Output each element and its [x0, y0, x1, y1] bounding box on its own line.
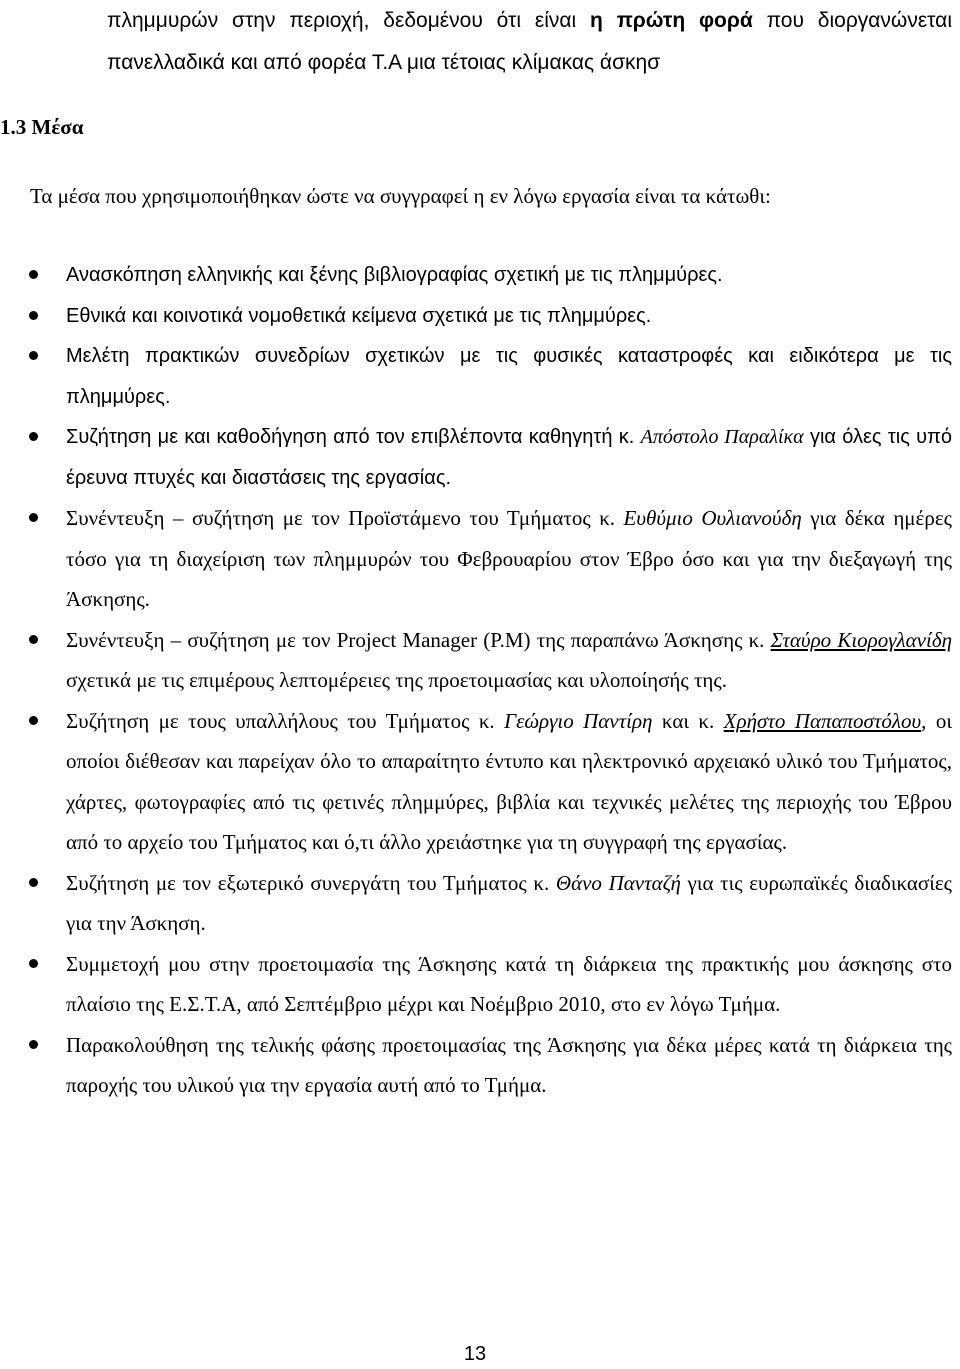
person-name: Θάνο Πανταζή: [555, 870, 681, 895]
list-item-text: Συζήτηση με τον εξωτερικό συνεργάτη του Τμήματος κ.: [66, 870, 556, 895]
bullet-icon: [29, 432, 38, 441]
list-item-text: Συζήτηση με τους υπαλλήλους του Τμήματος κ.: [66, 708, 505, 733]
list-item-text: Συνέντευξη – συζήτηση με τον Project Manager (P.M) της παραπάνω Άσκησης κ.: [66, 627, 771, 652]
list-item-text: Συζήτηση με και καθοδήγηση από τον επιβλέποντα καθηγητή κ.: [66, 426, 641, 448]
person-name: Ευθύμιο Ουλιανούδη: [623, 506, 802, 530]
person-name: Απόστολο Παραλίκα: [640, 426, 804, 448]
bullet-icon: [29, 351, 38, 360]
list-item-text: και κ.: [652, 708, 724, 733]
list-item-text: για όλες τις υπό έρευνα πτυχές και διαστάσεις της εργασίας.: [66, 426, 952, 489]
section-heading: 1.3 Μέσα: [0, 115, 84, 139]
bullet-icon: [29, 513, 38, 522]
list-item: [0, 498, 960, 620]
section-lead: Τα μέσα που χρησιμοποιήθηκαν ώστε να συγγραφεί η εν λόγω εργασία είναι τα κάτωθι:: [30, 184, 771, 208]
list-item-text: Εθνικά και κοινοτικά νομοθετικά κείμενα σχετικά με τις πλημμύρες.: [66, 304, 652, 327]
list-item: [0, 1025, 960, 1106]
bullet-list: [0, 255, 960, 1106]
list-item: [0, 701, 960, 863]
bullet-icon: [29, 716, 38, 725]
list-item-text: για δέκα ημέρες τόσο για τη διαχείριση των πλημμυρών του Φεβρουαρίου στον Έβρο όσο και για την διεξαγωγή της Άσκησης.: [66, 506, 952, 611]
intro-text-1: πλημμυρών στην περιοχή, δεδομένου ότι είναι: [107, 9, 591, 32]
list-item-text: Ανασκόπηση ελληνικής και ξένης βιβλιογραφίας σχετική με τις πλημμύρες.: [66, 264, 723, 286]
bullet-icon: [29, 878, 38, 887]
bullet-icon: [29, 1040, 38, 1049]
intro-bold-text: η πρώτη φορά: [590, 9, 753, 32]
bullet-icon: [29, 635, 38, 644]
list-item: [0, 863, 960, 944]
list-item: [0, 944, 960, 1025]
list-item-text: Συμμετοχή μου στην προετοιμασία της Άσκησης κατά τη διάρκεια της πρακτικής μου άσκησης στο πλαίσιο της Ε.Σ.Τ.Α, από Σεπτέμβριο μέχρι και Νοέμβριο 2010, στο εν λόγω Τμήμα.: [66, 951, 952, 1016]
list-item-text: Συνέντευξη – συζήτηση με τον Προϊστάμενο του Τμήματος κ.: [66, 506, 624, 530]
page-number: 13: [463, 1343, 487, 1365]
bullet-icon: [29, 959, 38, 968]
person-name: Χρήστο Παπαποστόλου: [723, 708, 922, 733]
list-item-text: Μελέτη πρακτικών συνεδρίων σχετικών με τις φυσικές καταστροφές και ειδικότερα με τις πλημμύρες.: [66, 345, 952, 408]
list-item: [0, 336, 960, 417]
intro-text-2: που διοργανώνεται πανελλαδικά και από φορέα Τ.Α μια τέτοιας κλίμακας άσκησ: [107, 9, 952, 74]
list-item-text: Παρακολούθηση της τελικής φάσης προετοιμασίας της Άσκησης για δέκα μέρες κατά τη διάρκεια της παροχής του υλικού για την εργασία αυτή από το Τμήμα.: [66, 1032, 952, 1097]
person-name: Σταύρο Κιορογλανίδη: [770, 627, 952, 652]
list-item-text: , οι οποίοι διέθεσαν και παρείχαν όλο το απαραίτητο έντυπο και ηλεκτρονικό αρχειακό υλικό του Τμήματος, χάρτες, φωτογραφίες από τις φετινές πλημμύρες, βιβλία και τεχνικές μελέτες της περιοχής του Έβρου από το αρχείο του Τμήματος και ό,τι άλλο χρειάστηκε για τη συγγραφή της εργασίας.: [66, 708, 953, 854]
list-item: [0, 417, 960, 498]
list-item-text: για τις ευρωπαϊκές διαδικασίες για την Άσκηση.: [66, 870, 952, 935]
intro-paragraph: [107, 0, 952, 84]
bullet-icon: [29, 270, 38, 279]
person-name: Γεώργιο Παντίρη: [504, 708, 653, 733]
list-item: [0, 296, 960, 337]
list-item-text: σχετικά με τις επιμέρους λεπτομέρειες της προετοιμασίας και υλοποίησής της.: [66, 668, 727, 692]
bullet-icon: [29, 311, 38, 320]
list-item: [0, 620, 960, 701]
list-item: [0, 255, 960, 296]
